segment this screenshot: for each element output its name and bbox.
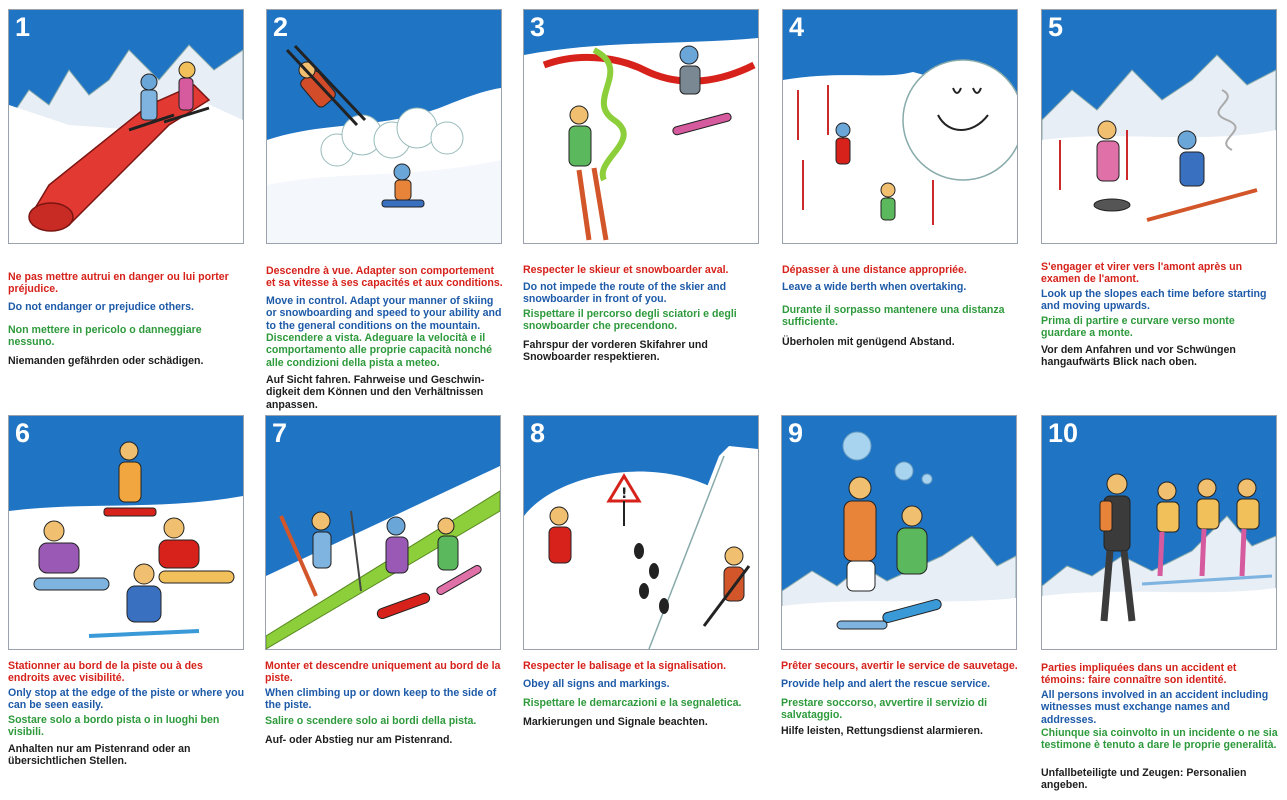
skier-tracks-scene-illustration (524, 10, 758, 243)
rule-text-french: Stationner au bord de la piste ou à des endroits avec visibilité. (8, 660, 203, 685)
rule-text-italian: Rispettare il percorso degli sciatori e degli snowboarder che precendono. (523, 308, 737, 333)
climbing-side-scene-illustration (266, 416, 500, 649)
rule-text-german: Unfallbeteiligte und Zeugen: Personalien angeben. (1041, 767, 1247, 792)
svg-text:!: ! (621, 486, 628, 502)
rule-illustration-10 (1041, 415, 1277, 650)
rule-text-french: Dépasser à une distance appropriée. (782, 264, 967, 276)
rule-text-french: Parties impliquées dans un accident et témoins: faire connaître son identité. (1041, 662, 1237, 687)
fast-skier-scene-illustration (267, 10, 501, 243)
rule-text-english: Obey all signs and markings. (523, 678, 670, 690)
rule-illustration-6 (8, 415, 244, 650)
signs-markings-scene-illustration (524, 416, 758, 649)
rescue-help-scene-illustration (782, 416, 1016, 649)
rule-illustration-5 (1041, 9, 1277, 244)
rule-illustration-9 (781, 415, 1017, 650)
rule-number: 5 (1048, 12, 1064, 42)
group-stop-scene-illustration (9, 416, 243, 649)
rule-text-italian: Salire o scendere solo ai bordi della pista. (265, 715, 477, 727)
rule-illustration-7 (265, 415, 501, 650)
rule-text-english: When climbing up or down keep to the side of the piste. (265, 687, 497, 712)
witnesses-scene-illustration (1042, 416, 1276, 649)
rule-text-french: Respecter le balisage et la signalisation. (523, 660, 727, 672)
rule-text-english: Only stop at the edge of the piste or where you can be seen easily. (8, 687, 245, 712)
rule-text-german: Hilfe leisten, Rettungsdienst alarmieren. (781, 725, 983, 737)
red-carpet-scene-illustration (9, 10, 243, 243)
rule-number: 2 (273, 12, 289, 42)
rule-illustration-1 (8, 9, 244, 244)
rule-text-french: Descendre à vue. Adapter son comportement et sa vitesse à ses capacités et aux conditions. (266, 265, 503, 290)
rule-text-english: Leave a wide berth when overtaking. (782, 281, 967, 293)
rule-text-english: Do not impede the route of the skier and snowboarder in front of you. (523, 281, 727, 306)
rule-text-german: Vor dem Anfahren und vor Schwüngen hangaufwärts Blick nach oben. (1041, 344, 1236, 369)
rule-text-italian: Chiunque sia coinvolto in un incidente o ne sia testimone è tenuto a dare le proprie generalità. (1041, 727, 1278, 752)
rule-text-english: Look up the slopes each time before starting and moving upwards. (1041, 288, 1267, 313)
rule-illustration-8 (523, 415, 759, 650)
rule-text-italian: Rispettare le demarcazioni e la segnaletica. (523, 697, 742, 709)
overtaking-scene-illustration (783, 10, 1017, 243)
rule-number: 6 (15, 418, 31, 448)
rule-text-italian: Sostare solo a bordo pista o in luoghi ben visibili. (8, 714, 220, 739)
rule-illustration-4 (782, 9, 1018, 244)
rule-illustration-2 (266, 9, 502, 244)
rule-text-italian: Discendere a vista. Adeguare la velocità e il comportamento alle proprie capacità nonché alle condizioni della pista a meteo. (266, 332, 493, 369)
rule-text-german: Fahrspur der vorderen Skifahrer und Snowboarder respektieren. (523, 339, 708, 364)
rule-text-english: Provide help and alert the rescue service. (781, 678, 991, 690)
rule-number: 3 (530, 12, 546, 42)
rule-number: 1 (15, 12, 31, 42)
rule-text-german: Markierungen und Signale beachten. (523, 716, 708, 728)
rule-number: 7 (272, 418, 288, 448)
rule-text-french: Prêter secours, avertir le service de sauvetage. (781, 660, 1018, 672)
rule-text-english: Do not endanger or prejudice others. (8, 301, 195, 313)
rule-text-german: Überholen mit genügend Abstand. (782, 336, 955, 348)
rule-text-french: S'engager et virer vers l'amont après un examen de l'amont. (1041, 261, 1243, 286)
rule-text-italian: Non mettere in pericolo o danneggiare nessuno. (8, 324, 202, 349)
rule-text-german: Auf- oder Abstieg nur am Pistenrand. (265, 734, 453, 746)
rule-number: 8 (530, 418, 546, 448)
rule-text-french: Monter et descendre uniquement au bord de la piste. (265, 660, 501, 685)
rule-text-french: Respecter le skieur et snowboarder aval. (523, 264, 729, 276)
rule-text-italian: Durante il sorpasso mantenere una distanza sufficiente. (782, 304, 1005, 329)
rule-text-german: Niemanden gefährden oder schädigen. (8, 355, 204, 367)
rule-text-french: Ne pas mettre autrui en danger ou lui porter préjudice. (8, 271, 229, 296)
rule-number: 4 (789, 12, 805, 42)
rule-illustration-3 (523, 9, 759, 244)
rule-text-german: Anhalten nur am Pistenrand oder an übersichtlichen Stellen. (8, 743, 191, 768)
rule-number: 10 (1048, 418, 1079, 448)
uphill-look-scene-illustration (1042, 10, 1276, 243)
rule-text-english: All persons involved in an accident including witnesses must exchange names and addresses. (1041, 689, 1269, 726)
rule-text-italian: Prestare soccorso, avvertire il servizio di salvataggio. (781, 697, 988, 722)
rule-text-english: Move in control. Adapt your manner of skiing or snowboarding and speed to your ability and to the general conditions on the mountain. (266, 295, 502, 332)
rule-text-german: Auf Sicht fahren. Fahrweise und Geschwin-digkeit dem Können und den Verhältnissen anpassen. (266, 374, 485, 411)
rule-text-italian: Prima di partire e curvare verso monte guardare a monte. (1041, 315, 1235, 340)
rule-number: 9 (788, 418, 804, 448)
